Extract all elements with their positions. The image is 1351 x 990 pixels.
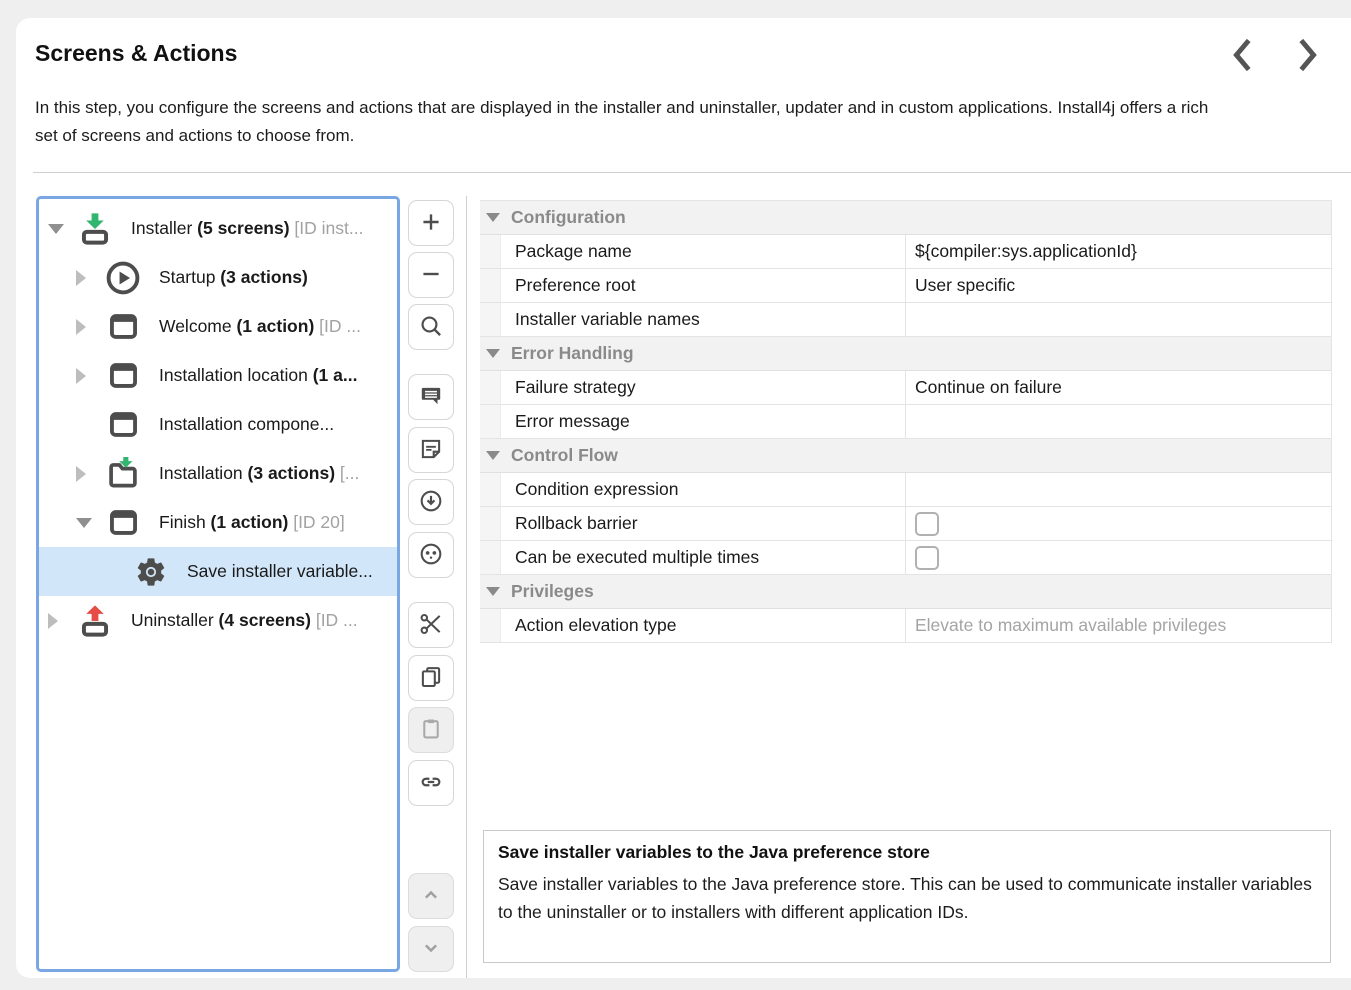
socket-icon [418,541,444,570]
expander-collapsed-icon[interactable] [73,368,105,384]
import-button[interactable] [408,479,454,525]
link-button[interactable] [408,760,454,806]
property-row-package-name: Package name ${compiler:sys.applicationId} [480,235,1331,269]
tree-item-installer[interactable]: Installer (5 screens) [ID inst... [39,204,397,253]
tree-item-welcome[interactable]: Welcome (1 action) [ID ... [39,302,397,351]
step-description: In this step, you configure the screens and actions that are displayed in the installer and uninstaller, updater and in custom applications. Install4j offers a rich set of screens and actions to choose from. [35,98,1209,145]
uninstaller-icon [77,604,113,638]
add-icon [418,209,444,238]
tree-item-installation-location[interactable]: Installation location (1 a... [39,351,397,400]
cut-icon [418,611,444,640]
action-elevation-type-value[interactable]: Elevate to maximum available privileges [905,609,1331,642]
property-row-can-be-executed-multiple-times: Can be executed multiple times [480,541,1331,575]
action-description-title: Save installer variables to the Java preference store [498,842,930,862]
note-icon [418,436,444,465]
condition-expression-value[interactable] [905,473,1331,506]
failure-strategy-value[interactable]: Continue on failure [905,371,1331,404]
multiple-times-checkbox[interactable] [915,546,939,570]
tree-item-startup[interactable]: Startup (3 actions) [39,253,397,302]
remove-icon [418,261,444,290]
property-row-failure-strategy: Failure strategy Continue on failure [480,371,1331,405]
install-folder-icon [105,457,141,491]
package-name-value[interactable]: ${compiler:sys.applicationId} [905,235,1331,268]
import-icon [418,488,444,517]
tree-item-installation[interactable]: Installation (3 actions) [... [39,449,397,498]
property-row-preference-root: Preference root User specific [480,269,1331,303]
action-description-panel [483,830,1331,963]
property-row-action-elevation-type: Action elevation type Elevate to maximum available privileges [480,609,1331,643]
property-row-condition-expression: Condition expression [480,473,1331,507]
expander-collapsed-icon[interactable] [73,319,105,335]
move-down-button[interactable] [408,926,454,972]
socket-button[interactable] [408,532,454,578]
tree-item-finish[interactable]: Finish (1 action) [ID 20] [39,498,397,547]
screen-icon [105,310,141,343]
section-header-error-handling[interactable]: Error Handling [480,337,1331,371]
section-header-privileges[interactable]: Privileges [480,575,1331,609]
collapse-triangle-icon [486,451,500,460]
header-separator [33,172,1351,173]
expander-collapsed-icon[interactable] [73,466,105,482]
screen-icon [105,359,141,392]
tree-item-installation-components[interactable]: Installation compone... [39,400,397,449]
action-description-body: Save installer variables to the Java preference store. This can be used to communicate installer variables to the uninstaller or to installers with different application IDs. [498,874,1312,922]
link-icon [418,769,444,798]
move-up-button[interactable] [408,873,454,919]
copy-icon [418,664,444,693]
panel-divider [466,196,467,978]
section-header-configuration[interactable]: Configuration [480,201,1331,235]
add-button[interactable] [408,200,454,246]
search-icon [418,313,444,342]
error-message-value[interactable] [905,405,1331,438]
properties-table [480,200,1332,643]
search-button[interactable] [408,304,454,350]
page-title: Screens & Actions [35,40,238,66]
chevron-left-icon [1228,36,1256,77]
preference-root-value[interactable]: User specific [905,269,1331,302]
paste-button[interactable] [408,707,454,753]
tree-item-save-installer-variables[interactable]: Save installer variable... [39,547,397,596]
move-up-icon [418,882,444,911]
property-row-rollback-barrier: Rollback barrier [480,507,1331,541]
screens-and-actions-panel [16,18,1351,978]
installer-icon [77,212,113,246]
expander-expanded-icon[interactable] [73,518,105,528]
collapse-triangle-icon [486,213,500,222]
screen-icon [105,408,141,441]
tree-item-uninstaller[interactable]: Uninstaller (4 screens) [ID ... [39,596,397,645]
paste-icon [418,716,444,745]
property-row-error-message: Error message [480,405,1331,439]
move-down-icon [418,935,444,964]
section-header-control-flow[interactable]: Control Flow [480,439,1331,473]
remove-button[interactable] [408,252,454,298]
screens-actions-tree [36,196,400,972]
collapse-triangle-icon [486,587,500,596]
comment-button[interactable] [408,374,454,420]
comment-icon [418,383,444,412]
previous-step-button[interactable] [1222,34,1262,78]
startup-icon [105,260,141,296]
gear-icon [133,555,169,589]
chevron-right-icon [1294,36,1322,77]
collapse-triangle-icon [486,349,500,358]
note-button[interactable] [408,427,454,473]
property-row-installer-variable-names: Installer variable names [480,303,1331,337]
screen-icon [105,506,141,539]
rollback-barrier-checkbox[interactable] [915,512,939,536]
installer-variable-names-value[interactable] [905,303,1331,336]
cut-button[interactable] [408,602,454,648]
expander-collapsed-icon[interactable] [45,613,77,629]
next-step-button[interactable] [1288,34,1328,78]
expander-collapsed-icon[interactable] [73,270,105,286]
expander-expanded-icon[interactable] [45,224,77,234]
copy-button[interactable] [408,655,454,701]
